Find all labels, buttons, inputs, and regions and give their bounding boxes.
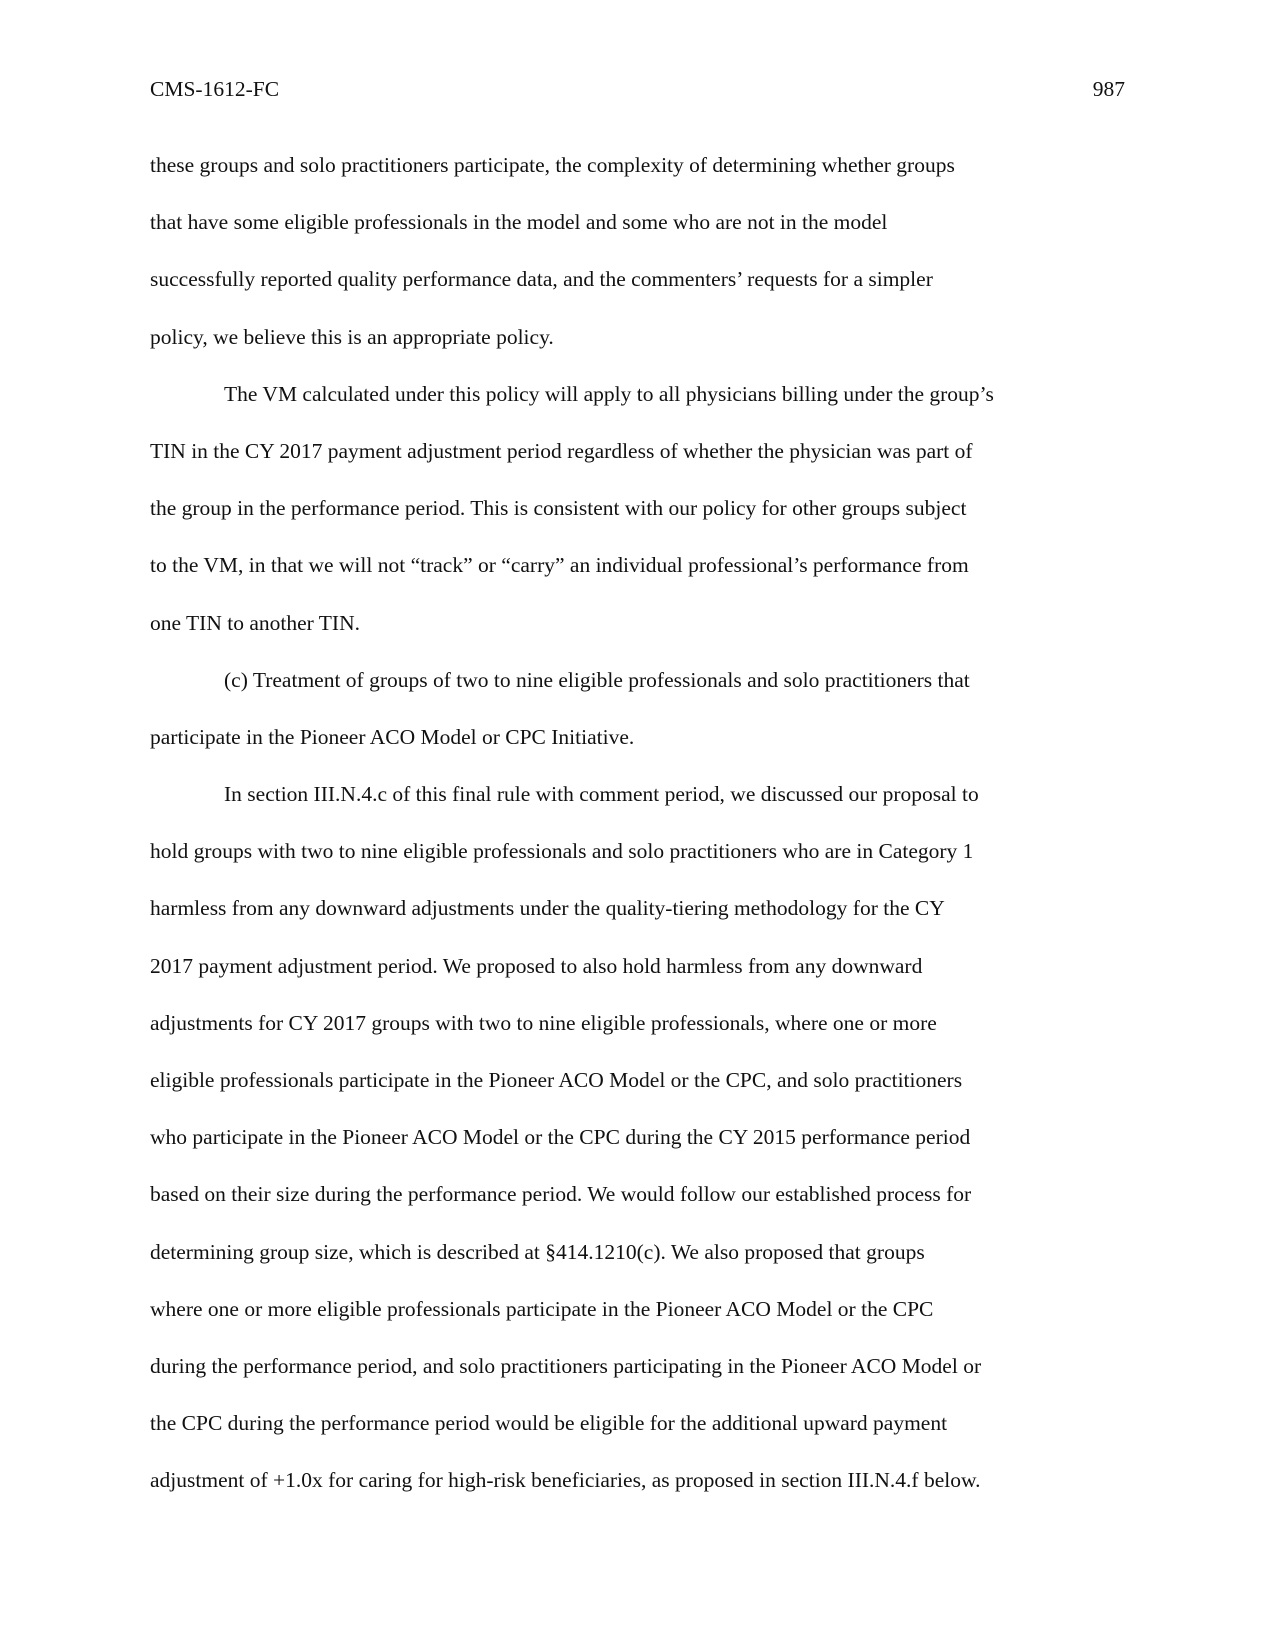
document-id: CMS-1612-FC: [150, 77, 280, 101]
text-line: eligible professionals participate in the Pioneer ACO Model or the CPC, and solo practitioners: [150, 1068, 963, 1092]
text-line: participate in the Pioneer ACO Model or CPC Initiative.: [150, 724, 635, 749]
text-line: successfully reported quality performance data, and the commenters’ requests for a simpler: [150, 267, 933, 292]
text-line: 2017 payment adjustment period. We proposed to also hold harmless from any downward: [150, 953, 923, 978]
page-header: [150, 74, 1125, 104]
text-line: hold groups with two to nine eligible professionals and solo practitioners who are in Category 1: [150, 839, 974, 864]
text-line: where one or more eligible professionals participate in the Pioneer ACO Model or the CPC: [150, 1296, 934, 1321]
text-line: TIN in the CY 2017 payment adjustment period regardless of whether the physician was part of: [150, 438, 973, 463]
text-line: adjustment of +1.0x for caring for high-risk beneficiaries, as proposed in section III.N.4.f below.: [150, 1468, 981, 1493]
text-line: during the performance period, and solo practitioners participating in the Pioneer ACO Model or: [150, 1353, 982, 1378]
body-text: [150, 137, 1125, 1510]
text-line: policy, we believe this is an appropriate policy.: [150, 324, 554, 349]
text-line: (c) Treatment of groups of two to nine eligible professionals and solo practitioners that: [224, 667, 970, 692]
text-line: the CPC during the performance period would be eligible for the additional upward payment: [150, 1411, 948, 1436]
text-line: determining group size, which is described at §414.1210(c). We also proposed that groups: [150, 1239, 925, 1264]
text-line: who participate in the Pioneer ACO Model or the CPC during the CY 2015 performance period: [150, 1125, 971, 1150]
text-line: that have some eligible professionals in the model and some who are not in the model: [150, 210, 888, 235]
text-line: In section III.N.4.c of this final rule with comment period, we discussed our proposal to: [224, 782, 979, 807]
page-number: 987: [1092, 77, 1125, 101]
text-line: these groups and solo practitioners participate, the complexity of determining whether groups: [150, 153, 955, 177]
text-line: adjustments for CY 2017 groups with two to nine eligible professionals, where one or more: [150, 1010, 937, 1035]
text-line: based on their size during the performance period. We would follow our established process for: [150, 1182, 972, 1207]
text-line: The VM calculated under this policy will apply to all physicians billing under the group’s: [224, 381, 994, 406]
text-line: to the VM, in that we will not “track” or “carry” an individual professional’s performance from: [150, 553, 969, 578]
text-line: harmless from any downward adjustments under the quality-tiering methodology for the CY: [150, 896, 945, 921]
text-line: the group in the performance period. This is consistent with our policy for other groups subject: [150, 496, 967, 521]
text-line: one TIN to another TIN.: [150, 610, 360, 635]
